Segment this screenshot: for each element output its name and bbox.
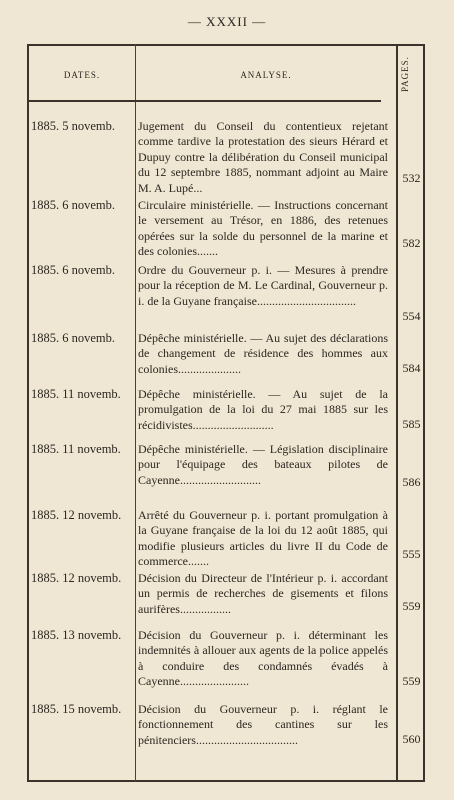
entry-date: 1885. 6 novemb.	[31, 198, 116, 212]
entry-page: 584	[402, 361, 421, 375]
entry-page: 582	[402, 236, 421, 250]
entry-page: 554	[402, 309, 421, 323]
entry-analysis: Dépêche ministérielle. — Au sujet des déclarations de changement de résidence des hommes aux colonies.....................	[138, 331, 388, 376]
column-header-analyse: ANALYSE.	[240, 70, 292, 80]
entry-page: 559	[402, 599, 421, 613]
entry-analysis: Jugement du Conseil du contentieux rejetant comme tardive la protestation des sieurs Hérard et Dupuy contre la délibération du Conseil municipal du 12 septembre 1885, nommant adjoint au Maire M. A. Lupé...	[138, 119, 388, 195]
entry-page: 555	[402, 547, 421, 561]
entry-date: 1885. 11 novemb.	[31, 442, 121, 456]
entry-page: 585	[402, 417, 421, 431]
entry-page: 532	[402, 171, 421, 185]
entry-analysis: Ordre du Gouverneur p. i. — Mesures à prendre pour la réception de M. Le Cardinal, Gouverneur p. i. de la Guyane française.................................	[138, 263, 388, 308]
entry-page: 559	[402, 674, 421, 688]
entry-date: 1885. 6 novemb.	[31, 331, 116, 345]
column-divider-pages	[396, 44, 398, 782]
column-header-dates: DATES.	[63, 70, 101, 80]
entry-date: 1885. 15 novemb.	[31, 702, 122, 716]
page-header: — XXXII —	[187, 14, 267, 29]
entry-date: 1885. 12 novemb.	[31, 571, 122, 585]
entry-date: 1885. 12 novemb.	[31, 508, 122, 522]
entry-date: 1885. 5 novemb.	[31, 119, 116, 133]
entry-date: 1885. 11 novemb.	[31, 387, 121, 401]
column-header-pages: PAGES.	[400, 56, 410, 92]
header-rule	[29, 100, 381, 102]
entry-analysis: Décision du Gouverneur p. i. déterminant les indemnités à allouer aux agents de la police appelés à conduire des condamnés évadés à Cayenne.......................	[138, 628, 388, 689]
entry-analysis: Dépêche ministérielle. — Au sujet de la promulgation de la loi du 27 mai 1885 sur les récidivistes...........................	[138, 387, 388, 432]
entry-date: 1885. 13 novemb.	[31, 628, 122, 642]
entry-analysis: Décision du Gouverneur p. i. réglant le fonctionnement des cantines sur les pénitenciers..................................	[138, 702, 388, 747]
entry-analysis: Circulaire ministérielle. — Instructions concernant le versement au Trésor, en 1886, des retenues opérées sur la solde du personnel de la marine et des colonies.......	[138, 198, 388, 259]
column-divider-dates	[135, 44, 136, 782]
entry-analysis: Dépêche ministérielle. — Législation disciplinaire pour l'équipage des bateaux pilotes de Cayenne...........................	[138, 442, 388, 487]
entry-page: 560	[402, 732, 421, 746]
entry-page: 586	[402, 475, 421, 489]
entry-analysis: Arrêté du Gouverneur p. i. portant promulgation à la Guyane française de la loi du 12 août 1885, qui modifie plusieurs articles du livre II du Code de commerce.......	[138, 508, 388, 569]
entry-date: 1885. 6 novemb.	[31, 263, 116, 277]
entry-analysis: Décision du Directeur de l'Intérieur p. i. accordant un permis de recherches de gisements et filons aurifères.................	[138, 571, 388, 616]
